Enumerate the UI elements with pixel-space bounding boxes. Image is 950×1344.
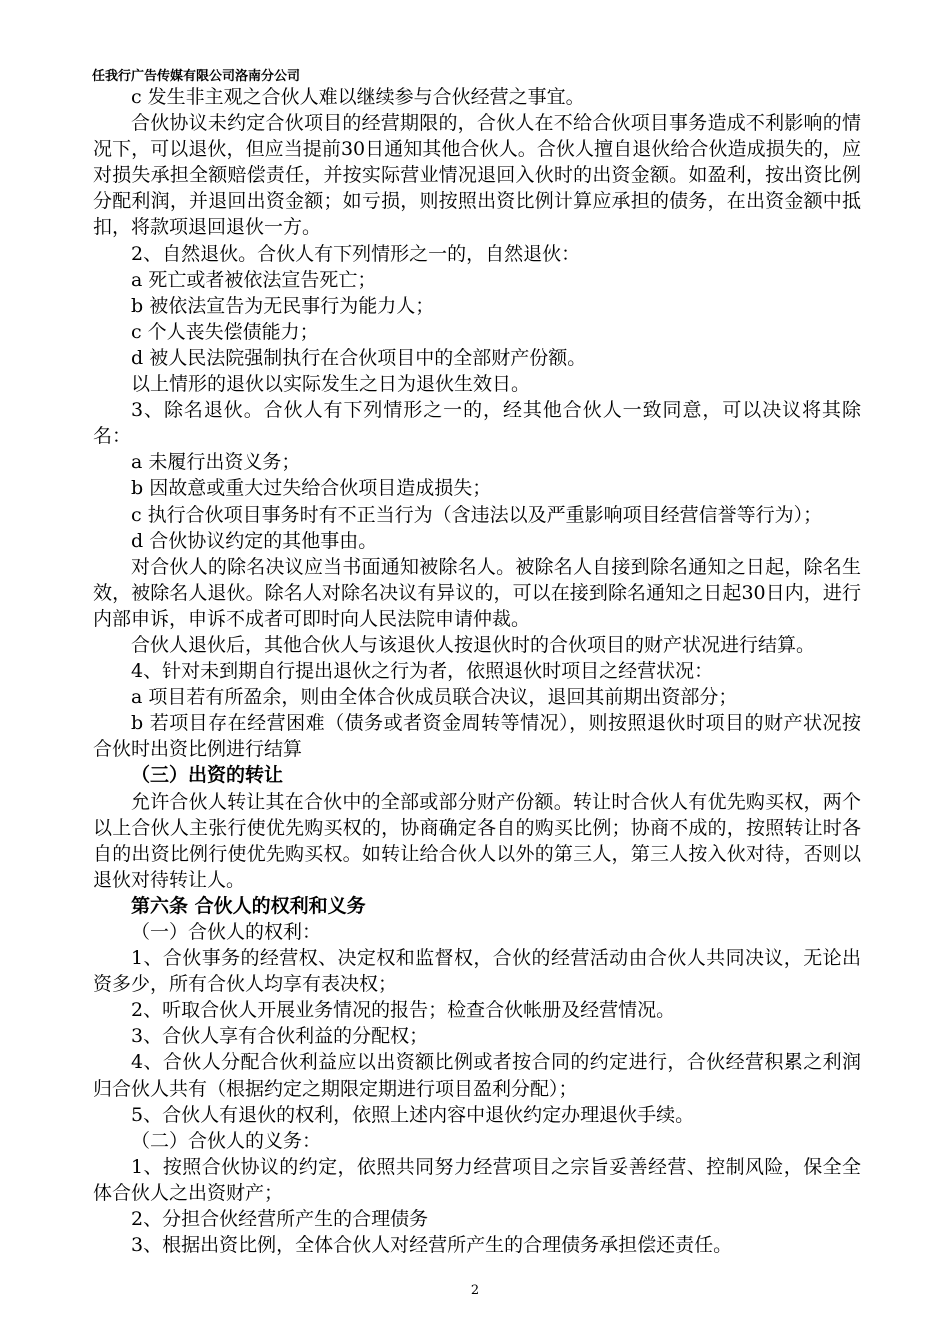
page-number: 2 [470, 1283, 480, 1298]
paragraph: 对合伙人的除名决议应当书面通知被除名人。被除名人自接到除名通知之日起，除名生效，被除名人退伙。除名人对除名决议有异议的，可以在接到除名通知之日起30日内，进行内部申诉，申诉不成者可即时向人民法院申请仲裁。 [93, 555, 861, 630]
paragraph: 以上情形的退伙以实际发生之日为退伙生效日。 [131, 373, 531, 396]
paragraph: （二）合伙人的义务： [131, 1129, 322, 1152]
paragraph: 3、根据出资比例，全体合伙人对经营所产生的合理债务承担偿还责任。 [131, 1234, 733, 1257]
paragraph: a 项目若有所盈余，则由全体合伙成员联合决议，退回其前期出资部分； [131, 686, 738, 709]
paragraph: 允许合伙人转让其在合伙中的全部或部分财产份额。转让时合伙人有优先购买权，两个以上合伙人主张行使优先购买权的，协商确定各自的购买比例；协商不成的，按照转让时各自的出资比例行使优先购买权。如转让给合伙人以外的第三人，第三人按入伙对待，否则以退伙对待转让人。 [93, 790, 861, 891]
section-heading: （三）出资的转让 [131, 764, 284, 787]
paragraph: c 执行合伙项目事务时有不正当行为（含违法以及严重影响项目经营信誉等行为）； [131, 503, 823, 526]
paragraph: d 合伙协议约定的其他事由。 [131, 529, 378, 552]
paragraph: 2、分担合伙经营所产生的合理债务 [131, 1208, 429, 1231]
paragraph: b 若项目存在经营困难（债务或者资金周转等情况），则按照退伙时项目的财产状况按合伙时出资比例进行结算 [93, 712, 861, 761]
paragraph: c 个人丧失偿债能力； [131, 320, 319, 343]
paragraph: 合伙协议未约定合伙项目的经营期限的，合伙人在不给合伙项目事务造成不利影响的情况下，可以退伙，但应当提前30日通知其他合伙人。合伙人擅自退伙给合伙造成损失的，应对损失承担全额赔偿责任，并按实际营业情况退回入伙时的出资金额。如盈利，按出资比例分配利润，并退回出资金额；如亏损，则按照出资比例计算应承担的债务，在出资金额中抵扣，将款项退回退伙一方。 [93, 112, 861, 239]
paragraph: b 因故意或重大过失给合伙项目造成损失； [131, 477, 492, 500]
paragraph: 4、针对未到期自行提出退伙之行为者，依照退伙时项目之经营状况： [131, 660, 714, 683]
paragraph: 4、合伙人分配合伙利益应以出资额比例或者按合同的约定进行，合伙经营积累之利润归合伙人共有（根据约定之期限定期进行项目盈利分配）； [93, 1051, 861, 1100]
paragraph: 2、听取合伙人开展业务情况的报告；检查合伙帐册及经营情况。 [131, 999, 676, 1022]
paragraph: b 被依法宣告为无民事行为能力人； [131, 294, 435, 317]
document-body [93, 84, 861, 1258]
paragraph: c 发生非主观之合伙人难以继续参与合伙经营之事宜。 [131, 86, 585, 108]
paragraph: 3、除名退伙。合伙人有下列情形之一的，经其他合伙人一致同意，可以决议将其除名： [93, 399, 861, 448]
paragraph: 1、合伙事务的经营权、决定权和监督权，合伙的经营活动由合伙人共同决议，无论出资多少，所有合伙人均享有表决权； [93, 947, 861, 996]
paragraph: 合伙人退伙后，其他合伙人与该退伙人按退伙时的合伙项目的财产状况进行结算。 [131, 633, 816, 656]
paragraph: d 被人民法院强制执行在合伙项目中的全部财产份额。 [131, 346, 587, 369]
paragraph: 1、按照合伙协议的约定，依照共同努力经营项目之宗旨妥善经营、控制风险，保全全体合伙人之出资财产； [93, 1155, 861, 1204]
paragraph: 2、自然退伙。合伙人有下列情形之一的，自然退伙： [131, 242, 581, 265]
section-heading: 第六条 合伙人的权利和义务 [131, 894, 366, 917]
page-header: 任我行广告传媒有限公司洛南分公司 [92, 69, 301, 84]
paragraph: 5、合伙人有退伙的权利，依照上述内容中退伙约定办理退伙手续。 [131, 1103, 695, 1126]
paragraph: a 死亡或者被依法宣告死亡； [131, 268, 377, 291]
paragraph: （一）合伙人的权利： [131, 921, 322, 943]
paragraph: 3、合伙人享有合伙利益的分配权； [131, 1025, 429, 1048]
paragraph: a 未履行出资义务； [131, 451, 301, 474]
